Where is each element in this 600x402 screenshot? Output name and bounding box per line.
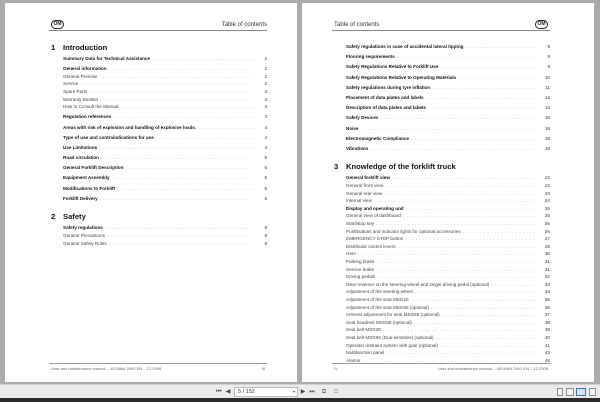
toc-entry[interactable] bbox=[332, 182, 550, 190]
toc-entry[interactable] bbox=[332, 235, 550, 243]
toc-entry-page: 38 bbox=[544, 319, 550, 325]
page-left bbox=[5, 3, 297, 382]
dot-leader bbox=[370, 145, 536, 153]
dot-leader bbox=[105, 224, 253, 232]
toc-entry-title: Internal view bbox=[346, 198, 372, 204]
dot-leader bbox=[458, 74, 536, 82]
toc-entry-title: Type of use and contraindications for use bbox=[63, 134, 154, 140]
dot-leader bbox=[358, 250, 536, 258]
footer-page-number: III bbox=[261, 366, 265, 371]
dot-leader bbox=[100, 96, 253, 104]
dot-leader bbox=[428, 104, 536, 112]
toc-entry-page: 23 bbox=[544, 190, 550, 196]
toc-entry[interactable] bbox=[332, 220, 550, 228]
toc-entry-title: Operator restraint system with gate (optional) bbox=[346, 342, 438, 348]
toc-entry-page: 36 bbox=[544, 304, 550, 310]
toc-entry-title: General Forklift Description bbox=[63, 165, 124, 171]
toc-entry[interactable] bbox=[332, 114, 550, 122]
toc-entry[interactable] bbox=[49, 224, 267, 232]
dot-leader bbox=[99, 73, 253, 81]
viewer-toolbar bbox=[0, 384, 600, 398]
toc-entry-title: Gear reverser on the steering wheel and single driving pedal (optional) bbox=[346, 281, 490, 287]
toc-entry-title: Seat belt MSG65 (Duo-sensitive) (optional) bbox=[346, 334, 434, 340]
toc-entry[interactable] bbox=[332, 174, 550, 182]
toc-entry-page: 41 bbox=[544, 342, 550, 348]
footer-doc-ref: User and maintenance manual – 4024864 2502 EN – 12-2006 bbox=[437, 366, 548, 371]
two-page-continuous-view-icon[interactable] bbox=[589, 388, 596, 396]
dot-leader bbox=[465, 43, 536, 51]
dot-leader bbox=[113, 113, 253, 121]
toc-entry[interactable] bbox=[49, 174, 267, 182]
toc-entry-page: 28 bbox=[544, 243, 550, 249]
dot-leader bbox=[376, 266, 536, 274]
toc-entry-title: Road circulation bbox=[63, 155, 99, 161]
toc-entry[interactable] bbox=[49, 88, 267, 96]
toc-entry-page: 8 bbox=[264, 233, 267, 239]
footer-page-number: IV bbox=[334, 366, 338, 371]
dot-leader bbox=[440, 342, 536, 350]
toc-entry[interactable] bbox=[332, 281, 550, 289]
dot-leader bbox=[120, 103, 253, 111]
dot-leader bbox=[403, 212, 536, 220]
toc-entry-page: 24 bbox=[544, 198, 550, 204]
toc-entry[interactable] bbox=[332, 145, 550, 153]
toc-entry[interactable] bbox=[49, 195, 267, 203]
toc-entry[interactable] bbox=[332, 104, 550, 112]
toc-entry-title: General rear view bbox=[346, 190, 383, 196]
dot-leader bbox=[398, 243, 536, 251]
toc-entry-page: 16 bbox=[544, 115, 550, 121]
toc-entry-title: How to Consult the Manual bbox=[63, 104, 119, 110]
toc-entry-title: General view of dashboard bbox=[346, 213, 401, 219]
toc-entry-page: 22 bbox=[544, 175, 550, 181]
toc-entry[interactable] bbox=[332, 288, 550, 296]
single-page-view-icon[interactable] bbox=[557, 388, 563, 396]
dot-leader bbox=[376, 258, 536, 266]
dot-leader bbox=[426, 94, 536, 102]
dot-leader bbox=[414, 319, 536, 327]
toc-entry-title: Areas with risk of explosion and handling of explosive loads. bbox=[63, 124, 197, 130]
next-page-button[interactable]: ▶ bbox=[300, 389, 306, 395]
toc-entry-title: Noise bbox=[346, 125, 359, 131]
om-logo-icon: OM bbox=[51, 20, 64, 29]
toc-entry-page: 40 bbox=[544, 334, 550, 340]
toc-entry-title: Electromagnetic Compliance bbox=[346, 135, 410, 141]
dot-leader bbox=[89, 88, 253, 96]
toc-entry[interactable] bbox=[49, 103, 267, 111]
toc-entry[interactable] bbox=[332, 250, 550, 258]
dot-leader bbox=[442, 311, 536, 319]
toc-entry[interactable] bbox=[332, 326, 550, 334]
toc-entry-title: Forklift Delivery bbox=[63, 195, 98, 201]
toc-entry-page: 3 bbox=[264, 114, 267, 120]
toc-entry-page: 27 bbox=[544, 236, 550, 242]
dot-leader bbox=[386, 349, 536, 357]
toc-entry-title: Service bbox=[63, 81, 79, 87]
dot-leader bbox=[432, 84, 536, 92]
dot-leader bbox=[156, 134, 253, 142]
toc-entry-page: 33 bbox=[544, 281, 550, 287]
toc-entry[interactable] bbox=[332, 212, 550, 220]
page-number-input[interactable] bbox=[234, 387, 298, 397]
continuous-view-icon[interactable] bbox=[566, 388, 574, 396]
toc-entry-page: 26 bbox=[544, 228, 550, 234]
toc-entry-title: Adjustment of the seat MSG65 (optional) bbox=[346, 304, 429, 310]
dot-leader bbox=[405, 235, 536, 243]
toc-entry-page: 2 bbox=[264, 81, 267, 87]
toc-entry-page: 4 bbox=[264, 144, 267, 150]
toc-entry-page: 18 bbox=[544, 135, 550, 141]
toc-entry-title: Safety regulations during tyre inflation bbox=[346, 84, 431, 90]
om-logo-icon: OM bbox=[535, 20, 548, 29]
chapter-title: Safety bbox=[63, 212, 86, 222]
copy-icon[interactable]: ⧉ bbox=[321, 389, 327, 395]
toc-entry-title: Adjustment of the steering wheel bbox=[346, 289, 413, 295]
toc-entry-title: Distributor control levers bbox=[346, 243, 396, 249]
toc-entry-title: Safety regulations bbox=[63, 225, 103, 231]
dot-leader bbox=[109, 65, 253, 73]
dot-leader bbox=[436, 334, 536, 342]
toc-entry-page: 10 bbox=[544, 74, 550, 80]
toc-entry-title: General forklift view bbox=[346, 175, 390, 181]
toc-entry[interactable] bbox=[332, 205, 550, 213]
toc-entry-title: Flooring requirements bbox=[346, 54, 395, 60]
page-right bbox=[302, 3, 594, 382]
toc-entry[interactable] bbox=[332, 296, 550, 304]
toc-entry-page: 3 bbox=[264, 88, 267, 94]
toc-entry-page: 26 bbox=[544, 221, 550, 227]
toc-entry[interactable] bbox=[49, 55, 267, 63]
toc-entry-title: Safety Devices bbox=[346, 115, 379, 121]
toc-entry-page: 18 bbox=[544, 125, 550, 131]
toc-entry[interactable] bbox=[332, 349, 550, 357]
toc-entry-page: 9 bbox=[547, 64, 550, 70]
toc-entry-title: EMERGENCY STOP button bbox=[346, 236, 404, 242]
toc-entry-title: Multifunction panel bbox=[346, 350, 385, 356]
chapter-number: 1 bbox=[51, 43, 56, 52]
chapter-heading[interactable] bbox=[332, 162, 550, 171]
toc-entry-page: 18 bbox=[544, 145, 550, 151]
chapter-number: 3 bbox=[334, 162, 339, 172]
toc-entry[interactable] bbox=[332, 53, 550, 61]
toc-entry-title: Adjustment of the seat MSG20 bbox=[346, 296, 409, 302]
chapter-heading[interactable] bbox=[49, 43, 267, 52]
taskbar bbox=[0, 398, 600, 402]
toc-entry-title: Description of data plates and labels bbox=[346, 105, 426, 111]
toc-entry-title: Service brake bbox=[346, 266, 375, 272]
toc-entry[interactable] bbox=[332, 334, 550, 342]
toc-entry-title: Seat headrest MSG65 (optional) bbox=[346, 319, 412, 325]
page-indicator: 5 / 152 bbox=[238, 389, 255, 395]
toc-entry[interactable] bbox=[49, 185, 267, 193]
dot-leader bbox=[431, 304, 536, 312]
toc-entry[interactable] bbox=[332, 243, 550, 251]
toc-entry-title: Parking brake bbox=[346, 259, 375, 264]
chevron-down-icon[interactable]: ▾ bbox=[292, 389, 295, 394]
dot-leader bbox=[406, 205, 536, 213]
toc-entry-page: 6 bbox=[264, 195, 267, 201]
dot-leader bbox=[117, 185, 253, 193]
dot-leader bbox=[440, 63, 536, 71]
dot-leader bbox=[361, 125, 536, 133]
toc-entry-page: 2 bbox=[264, 73, 267, 79]
toc-entry-title: General information bbox=[63, 66, 107, 72]
page-footer bbox=[49, 363, 267, 371]
toc-entry-title: Vibrations bbox=[346, 145, 369, 151]
toc-entry-page: 8 bbox=[264, 225, 267, 231]
dot-leader bbox=[80, 80, 253, 88]
page-footer bbox=[332, 363, 550, 371]
toc-entry[interactable] bbox=[49, 144, 267, 152]
dot-leader bbox=[100, 195, 253, 203]
toc-entry-title: Alarms bbox=[346, 357, 361, 363]
toc-entry[interactable] bbox=[332, 43, 550, 51]
toc-entry-title: Regulation references bbox=[63, 114, 112, 120]
dot-leader bbox=[415, 288, 536, 296]
table-of-contents bbox=[332, 43, 550, 364]
footer-doc-ref: User and maintenance manual – 4024864 2502 EN – 12-2006 bbox=[51, 366, 162, 371]
toc-entry-title: General Premise bbox=[63, 73, 98, 79]
toc-entry[interactable] bbox=[332, 125, 550, 133]
dot-leader bbox=[384, 190, 536, 198]
chapter-title: Knowledge of the forklift truck bbox=[346, 162, 456, 172]
toc-entry-page: 4 bbox=[264, 124, 267, 130]
dot-leader bbox=[377, 273, 536, 281]
toc-entry-title: Armrest adjustment for seat MSG65 (optional) bbox=[346, 312, 440, 318]
toc-entry[interactable] bbox=[332, 319, 550, 327]
dot-leader bbox=[385, 182, 536, 190]
toc-entry-title: Start/stop key bbox=[346, 221, 375, 227]
toc-entry[interactable] bbox=[49, 164, 267, 172]
toc-entry[interactable] bbox=[49, 240, 267, 248]
toc-entry-title: Summary Data for Technical Assistance bbox=[63, 56, 151, 61]
dot-leader bbox=[397, 53, 536, 61]
toc-entry[interactable] bbox=[49, 124, 267, 132]
toc-entry-page: 4 bbox=[264, 134, 267, 140]
chapter-heading[interactable] bbox=[49, 212, 267, 221]
toc-entry-page: 3 bbox=[264, 96, 267, 102]
toc-entry[interactable] bbox=[332, 266, 550, 274]
toc-entry-title: Safety Regulations Relative to Forklift Use bbox=[346, 64, 439, 70]
toc-entry-title: Safety regulations in case of accidental lateral tipping bbox=[346, 44, 464, 49]
dot-leader bbox=[374, 197, 536, 205]
toc-entry-title: Spare Parts bbox=[63, 88, 88, 94]
toc-entry[interactable] bbox=[332, 135, 550, 143]
toc-entry-page: 22 bbox=[544, 183, 550, 189]
dot-leader bbox=[383, 326, 536, 334]
dot-leader bbox=[101, 154, 253, 162]
toc-entry[interactable] bbox=[332, 197, 550, 205]
chapter-title: Introduction bbox=[63, 43, 108, 52]
toc-entry-page: 3 bbox=[264, 104, 267, 110]
toc-entry[interactable] bbox=[49, 232, 267, 240]
first-page-button[interactable]: ⏮ bbox=[216, 389, 222, 395]
toc-entry[interactable] bbox=[332, 311, 550, 319]
toc-entry-title: General Safety Rules bbox=[63, 240, 107, 246]
toc-entry[interactable] bbox=[332, 273, 550, 281]
dot-leader bbox=[107, 232, 253, 240]
toc-entry[interactable] bbox=[332, 304, 550, 312]
toc-entry[interactable] bbox=[332, 228, 550, 236]
dot-leader bbox=[463, 228, 536, 236]
toc-entry[interactable] bbox=[332, 63, 550, 71]
toc-entry-page: 39 bbox=[544, 327, 550, 333]
toc-entry-title: Equipment Assembly bbox=[63, 175, 110, 181]
toc-entry-page: 9 bbox=[547, 44, 550, 49]
toc-entry-page: 5 bbox=[264, 165, 267, 171]
dot-leader bbox=[392, 174, 536, 182]
dot-leader bbox=[126, 164, 254, 172]
toc-entry[interactable] bbox=[49, 73, 267, 81]
toc-entry[interactable] bbox=[332, 258, 550, 266]
two-page-view-icon[interactable] bbox=[576, 388, 586, 396]
toc-entry-title: Pushbuttons and indicator lights for optional accessories bbox=[346, 228, 461, 234]
toc-entry[interactable] bbox=[49, 96, 267, 104]
toc-entry[interactable] bbox=[332, 94, 550, 102]
toc-entry-page: 31 bbox=[544, 259, 550, 264]
toc-entry-title: Placement of data plates and labels bbox=[346, 94, 424, 100]
toc-entry-page: 11 bbox=[545, 84, 550, 90]
toc-entry-title: Display and operating unit bbox=[346, 205, 404, 211]
toc-entry-title: Safety Regulations Relative to Operating Materials bbox=[346, 74, 457, 80]
dot-leader bbox=[99, 144, 253, 152]
toc-entry[interactable] bbox=[49, 154, 267, 162]
table-of-contents bbox=[49, 43, 267, 247]
toc-entry-page: 42 bbox=[544, 350, 550, 356]
toc-entry-title: Modifications to Forklift bbox=[63, 185, 116, 191]
toc-entry[interactable] bbox=[49, 134, 267, 142]
last-page-button[interactable]: ⏭ bbox=[309, 389, 315, 395]
toc-entry[interactable] bbox=[49, 113, 267, 121]
toc-entry[interactable] bbox=[332, 342, 550, 350]
dot-leader bbox=[112, 174, 253, 182]
page-header bbox=[49, 17, 267, 31]
toc-entry-page: 25 bbox=[544, 205, 550, 211]
toc-entry-page: 9 bbox=[547, 54, 550, 60]
toc-entry[interactable] bbox=[49, 80, 267, 88]
toc-entry-title: Horn bbox=[346, 251, 356, 257]
dot-leader bbox=[376, 220, 536, 228]
toc-entry-title: Use Limitations bbox=[63, 144, 98, 150]
dot-leader bbox=[411, 296, 536, 304]
toc-entry-title: Warranty Booklet bbox=[63, 96, 99, 102]
toc-entry-title: Driving pedals bbox=[346, 274, 376, 280]
toc-entry-title: General front view bbox=[346, 183, 384, 189]
toc-entry-title: General Precautions bbox=[63, 233, 105, 239]
header-title: Table of contents bbox=[334, 22, 380, 28]
dot-leader bbox=[491, 281, 536, 289]
page-header bbox=[332, 17, 550, 31]
toc-entry-page: 8 bbox=[264, 240, 267, 246]
dot-leader bbox=[380, 114, 536, 122]
toc-entry[interactable] bbox=[332, 84, 550, 92]
chapter-number: 2 bbox=[51, 212, 56, 222]
toc-entry-page: 5 bbox=[264, 155, 267, 161]
header-title: Table of contents bbox=[221, 22, 267, 28]
toc-entry-page: 48 bbox=[544, 357, 550, 363]
toc-entry-page: 25 bbox=[544, 213, 550, 219]
dot-leader bbox=[198, 124, 253, 132]
dot-leader bbox=[411, 135, 536, 143]
toc-entry[interactable] bbox=[332, 190, 550, 198]
toc-entry-page: 34 bbox=[544, 289, 550, 295]
toc-entry-page: 12 bbox=[544, 94, 550, 100]
toc-entry-page: 2 bbox=[264, 66, 267, 72]
toc-entry-title: Seat belt MSG20 bbox=[346, 327, 381, 333]
toc-entry-page: 35 bbox=[544, 296, 550, 302]
copy-disabled-icon[interactable]: ⧉ bbox=[333, 389, 339, 395]
toc-entry-page: 5 bbox=[264, 175, 267, 181]
toc-entry[interactable] bbox=[49, 65, 267, 73]
toc-entry-page: 37 bbox=[544, 312, 550, 318]
dot-leader bbox=[109, 240, 253, 248]
toc-entry-page: 30 bbox=[544, 251, 550, 257]
previous-page-button[interactable]: ◀ bbox=[225, 389, 231, 395]
toc-entry-page: 32 bbox=[544, 274, 550, 280]
toc-entry-page: 13 bbox=[544, 105, 550, 111]
toc-entry-page: 31 bbox=[544, 266, 550, 272]
toc-entry-page: 6 bbox=[264, 185, 267, 191]
toc-entry-page: 2 bbox=[264, 56, 267, 61]
toc-entry[interactable] bbox=[332, 74, 550, 82]
dot-leader bbox=[152, 55, 253, 63]
